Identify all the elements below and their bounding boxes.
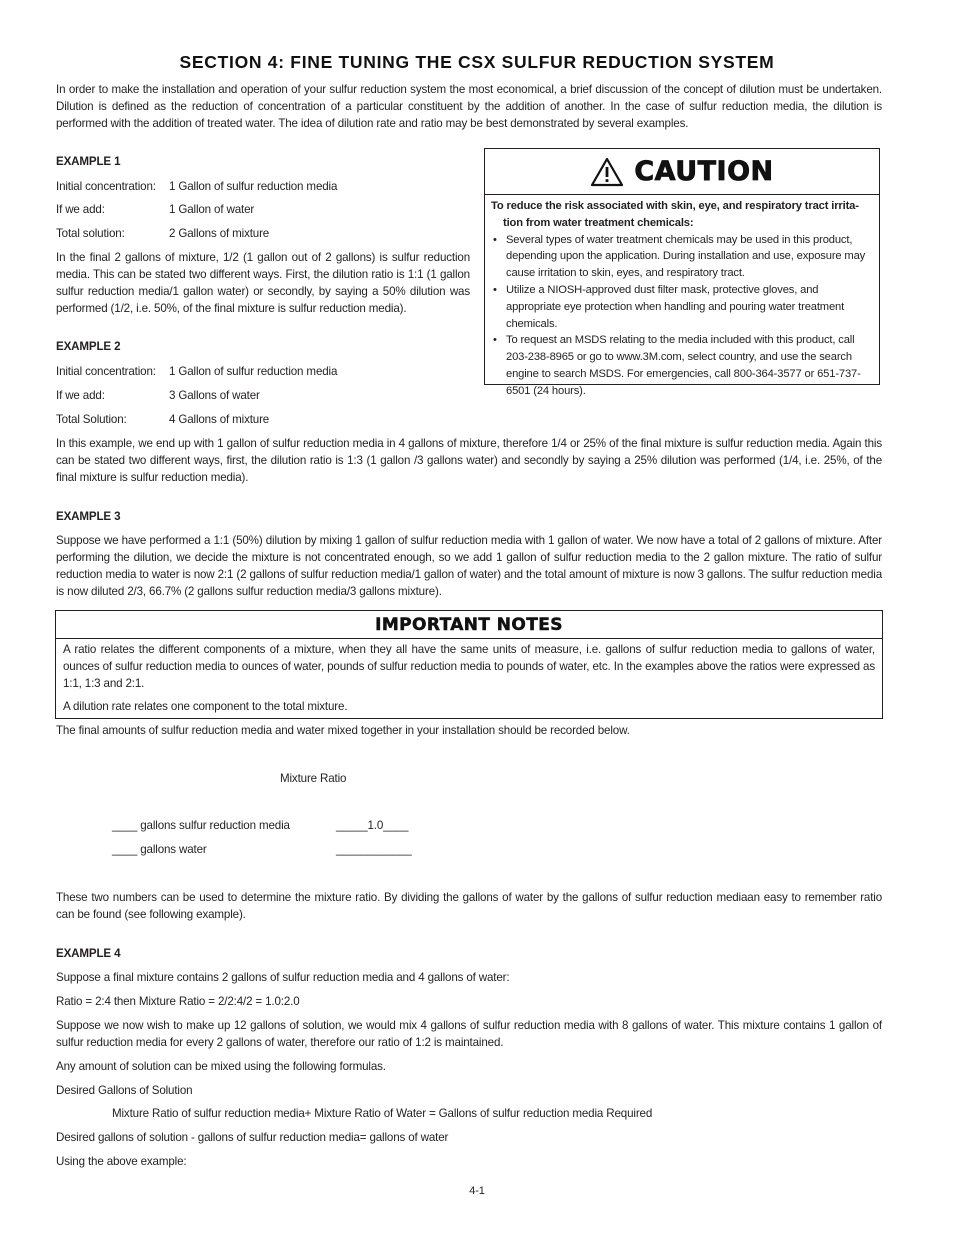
- example-4-heading: EXAMPLE 4: [56, 947, 121, 960]
- row-value: 1 Gallon of sulfur reduction media: [169, 180, 338, 193]
- caution-body: [485, 195, 879, 400]
- example-4-line: Suppose a final mixture contains 2 gallons of sulfur reduction media and 4 gallons of water:: [56, 971, 510, 984]
- row-value: 3 Gallons of water: [169, 389, 260, 402]
- ratio-explanation: These two numbers can be used to determine the mixture ratio. By dividing the gallons of water by the gallons of sulfur reduction mediaan easy to remember ratio can be found (see following example).: [56, 891, 882, 921]
- important-notes-dilution-text: A dilution rate relates one component to the total mixture.: [63, 700, 348, 713]
- example-4-line: Suppose we now wish to make up 12 gallons of solution, we would mix 4 gallons of sulfur reduction media with 8 gallons of water. This mixture contains 1 gallon of sulfur reduction media for every 2 gallons of water, therefore our ratio of 1:2 is maintained.: [56, 1019, 882, 1049]
- row-label: If we add:: [56, 389, 105, 402]
- example-1-text: In the final 2 gallons of mixture, 1/2 (1 gallon out of 2 gallons) is sulfur reduction media. This can be stated two different ways. First, the dilution ratio is 1:1 (1 gallon sulfur reduction media/1 gallon water) or secondly, by saying a 50% dilution was performed (1/2, i.e. 50%, of the final mixture is sulfur reduction media).: [56, 251, 470, 315]
- caution-lead: [491, 198, 873, 232]
- example-2-text: In this example, we end up with 1 gallon of sulfur reduction media in 4 gallons of mixture, therefore 1/4 or 25% of the final mixture is sulfur reduction media. Again this can be stated two different ways, first, the dilution ratio is 1:3 (1 gallon /3 gallons water) and secondly by saying a 25% dilution was performed (1/4, i.e. 25%, of the final mixture is sulfur reduction media).: [56, 437, 882, 484]
- row-value: 2 Gallons of mixture: [169, 227, 270, 240]
- bullet-icon: •: [493, 334, 497, 347]
- row-label: Initial concentration:: [56, 365, 156, 378]
- bullet-icon: •: [493, 283, 497, 296]
- caution-bullet-text: To request an MSDS relating to the media included with this product, call 203-238-8965 or go to www.3M.com, select country, and use the search engine to search MSDS. For emergencies, call 800-364-3577 or 651-737-6501 (24 hours).: [506, 334, 861, 397]
- record-instructions: The final amounts of sulfur reduction media and water mixed together in your installation should be recorded below.: [56, 724, 630, 737]
- example-4-line: Desired Gallons of Solution: [56, 1084, 193, 1097]
- example-4-formula: Mixture Ratio of sulfur reduction media+ Mixture Ratio of Water = Gallons of sulfur reduction media Required: [112, 1107, 653, 1120]
- mixture-ratio-label: Mixture Ratio: [280, 772, 347, 785]
- example-1-heading: EXAMPLE 1: [56, 155, 121, 168]
- caution-bullet: [491, 332, 873, 399]
- important-notes-ratio-text: A ratio relates the different components of a mixture, when they all have the same units of measure, i.e. gallons of sulfur reduction media to gallons of water, ounces of sulfur reduction media to ounces of water, pounds of sulfur reduction media to pounds of water, etc. In the examples above the ratios were expressed as 1:1, 1:3 and 2:1.: [63, 643, 875, 690]
- row-label: If we add:: [56, 203, 105, 216]
- example-4-line: Using the above example:: [56, 1155, 187, 1168]
- row-value: 1 Gallon of sulfur reduction media: [169, 365, 338, 378]
- example-4-line: Any amount of solution can be mixed using the following formulas.: [56, 1060, 386, 1073]
- caution-bullet: [491, 282, 873, 332]
- caution-bullet: [491, 232, 873, 282]
- row-label: Total Solution:: [56, 413, 127, 426]
- caution-lead-line-2: tion from water treatment chemicals:: [503, 216, 694, 229]
- row-value: 1 Gallon of water: [169, 203, 255, 216]
- example-3-heading: EXAMPLE 3: [56, 510, 121, 523]
- example-3-text: Suppose we have performed a 1:1 (50%) dilution by mixing 1 gallon of sulfur reduction media with 1 gallon of water. We now have a total of 2 gallons of mixture. After performing the dilution, we decide the mixture is not concentrated enough, so we add 1 gallon of sulfur reduction media to the 2 gallon mixture. The ratio of sulfur reduction media to water is now 2:1 (2 gallons of sulfur reduction media/1 gallon of water) and the total amount of mixture is now 3 gallons. The sulfur reduction media is now diluted 2/3, 66.7% (2 gallons sulfur reduction media/3 gallons mixture).: [56, 534, 882, 598]
- example-4-line: Ratio = 2:4 then Mixture Ratio = 2/2:4/2 = 1.0:2.0: [56, 995, 300, 1008]
- media-gallons-blank: ____ gallons sulfur reduction media: [112, 819, 290, 832]
- caution-bullet-text: Several types of water treatment chemicals may be used in this product, depending upon the application. During installation and use, exposure may cause irritation to skin, eyes, and respiratory tract.: [506, 233, 866, 280]
- caution-bullet-text: Utilize a NIOSH-approved dust filter mask, protective gloves, and appropriate eye protection when handling and pouring water treatment chemicals.: [506, 283, 845, 330]
- row-value: 4 Gallons of mixture: [169, 413, 270, 426]
- example-4-line: Desired gallons of solution - gallons of sulfur reduction media= gallons of water: [56, 1131, 449, 1144]
- page-number: 4-1: [469, 1185, 485, 1197]
- bullet-icon: •: [493, 233, 497, 246]
- water-ratio-blank: ____________: [336, 843, 412, 856]
- example-2-heading: EXAMPLE 2: [56, 340, 121, 353]
- intro-paragraph: In order to make the installation and operation of your sulfur reduction system the most economical, a brief discussion of the concept of dilution must be undertaken. Dilution is defined as the reduction of concentration of a particular constituent by the addition of another. In the case of sulfur reduction media, the dilution is performed with the addition of treated water. The idea of dilution rate and ratio may be best demonstrated by several examples.: [56, 83, 882, 130]
- important-notes-label: IMPORTANT NOTES: [56, 611, 882, 639]
- caution-label: CAUTION: [634, 156, 774, 187]
- warning-triangle-icon: [590, 157, 624, 187]
- caution-header: [485, 149, 879, 195]
- row-label: Initial concentration:: [56, 180, 156, 193]
- row-label: Total solution:: [56, 227, 125, 240]
- section-title: SECTION 4: FINE TUNING THE CSX SULFUR REDUCTION SYSTEM: [179, 52, 775, 72]
- caution-lead-line-1: To reduce the risk associated with skin, eye, and respiratory tract irrita-: [491, 200, 859, 212]
- media-ratio-blank: _____1.0____: [336, 819, 409, 832]
- caution-box: [484, 148, 880, 397]
- important-notes-box: [55, 610, 883, 719]
- water-gallons-blank: ____ gallons water: [112, 843, 207, 856]
- caution-list: [491, 232, 873, 400]
